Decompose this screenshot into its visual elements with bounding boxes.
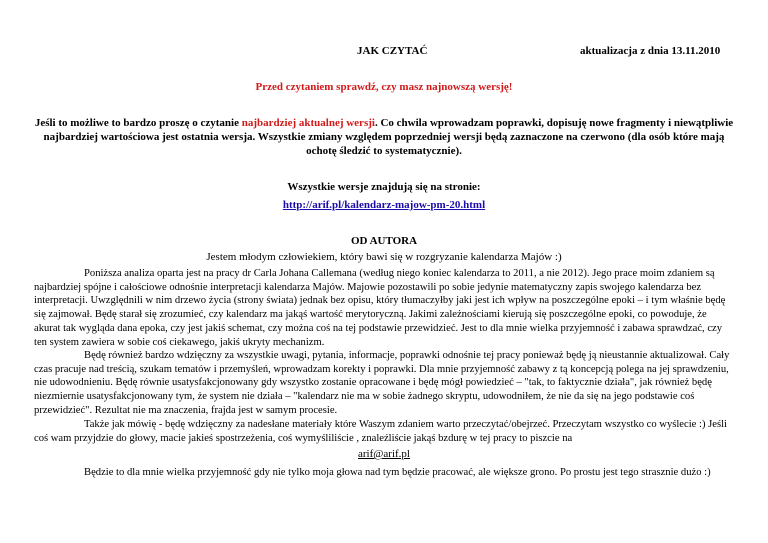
author-lead: Jestem młodym człowiekiem, który bawi się w rozgryzanie kalendarza Majów :) xyxy=(206,251,562,263)
intro-paragraph xyxy=(30,116,738,158)
author-paragraph-4: Będzie to dla mnie wielka przyjemność gdy nie tylko moja głowa nad tym będzie pracować, ale większe grono. Po prostu jest tego strasznie dużo :) xyxy=(84,467,711,478)
intro-text-1: Jeśli to możliwe to bardzo proszę o czytanie xyxy=(34,117,242,129)
author-paragraph-3: Także jak mówię - będę wdzięczny za nadesłane materiały które Waszym zdaniem warto przeczytać/obejrzeć. Przeczytam wszystko co wyślecie :) Jeśli coś wam przyjdzie do głowy, macie jakieś spostrzeżenia, coś wymyśliliście , znaleźliście jakąś bzdurę w tej pracy to piszcie na xyxy=(34,419,727,444)
intro-text-2: . Co chwila wprowadzam poprawki, dopisuję nowe fragmenty i niewątpliwie najbardziej wartościowa jest ostatnia wersja. Wszystkie zmiany względem poprzedniej wersji będą zaznaczone na czerwono (dla osób które mają ochotę śledzić to systematycznie). xyxy=(43,117,734,157)
intro-highlight: najbardziej aktualnej wersji xyxy=(241,117,375,129)
author-paragraph-1: Poniższa analiza oparta jest na pracy dr Carla Johana Callemana (według niego koniec kalendarza to 2011, a nie 2012). Jego prace moim zdaniem są najbardziej spójne i całościowe odnośnie interpretacji kalendarza Majów. Majowie pozostawili po sobie jedynie matematyczny zapis swojego kalendarza bez interpretacji. Uwzględnili w nim drzewo życia (strony świata) jednak bez opisu, który tłumaczyłby jaki jest ich wpływ na poszczególne epoki – i tym właśnie będę się zajmował. Będę starał się zrozumieć, czy kalendarz ma jakąś wartość merytoryczną. Jakimi zależnościami kierują się poszczególne epoki, co powoduje, że akurat tak wygląda dana epoka, czy jest jakiś schemat, czy można coś na tej podstawie przewidzieć. Jest to dla mnie wielka przyjemność i zabawa sprawdzać, czy ten system zawiera w sobie coś ciekawego, jakiś ukryty mechanizm. xyxy=(34,268,726,348)
email-link[interactable]: arif@arif.pl xyxy=(358,448,410,460)
page-title: JAK CZYTAĆ xyxy=(357,45,428,57)
update-date: aktualizacja z dnia 13.11.2010 xyxy=(580,45,721,57)
email-wrap xyxy=(20,447,748,461)
author-heading: OD AUTORA xyxy=(350,235,418,247)
versions-link-wrap xyxy=(20,198,748,212)
versions-label: Wszystkie wersje znajdują się na stronie: xyxy=(287,181,481,193)
version-warning: Przed czytaniem sprawdź, czy masz najnowszą wersję! xyxy=(255,81,513,93)
versions-link[interactable]: http://arif.pl/kalendarz-majow-pm-20.html xyxy=(282,199,486,211)
author-paragraph-2: Będę również bardzo wdzięczny za wszystkie uwagi, pytania, informacje, poprawki odnośnie tej pracy ponieważ będę ją nieustannie aktualizował. Cały czas pracuje nad treścią, szukam tematów i przemyśleń, wprowadzam korekty i poprawki. Dla mnie przyjemność zabawy z tą koncepcją polega na jej sprawdzeniu, nie udowodnieniu. Będę równie usatysfakcjonowany gdy wszystko zostanie opracowane i będę mógł powiedzieć – "tak, to faktycznie działa", jak również będę niezmiernie usatysfakcjonowany tym, że system nie działa – "kalendarz nie ma w sobie żadnego skryptu, udowodniłem, że nie da się na jego podstawie coś przewidzieć". Rezultat nie ma znaczenia, frajda jest w samym procesie. xyxy=(34,350,730,416)
